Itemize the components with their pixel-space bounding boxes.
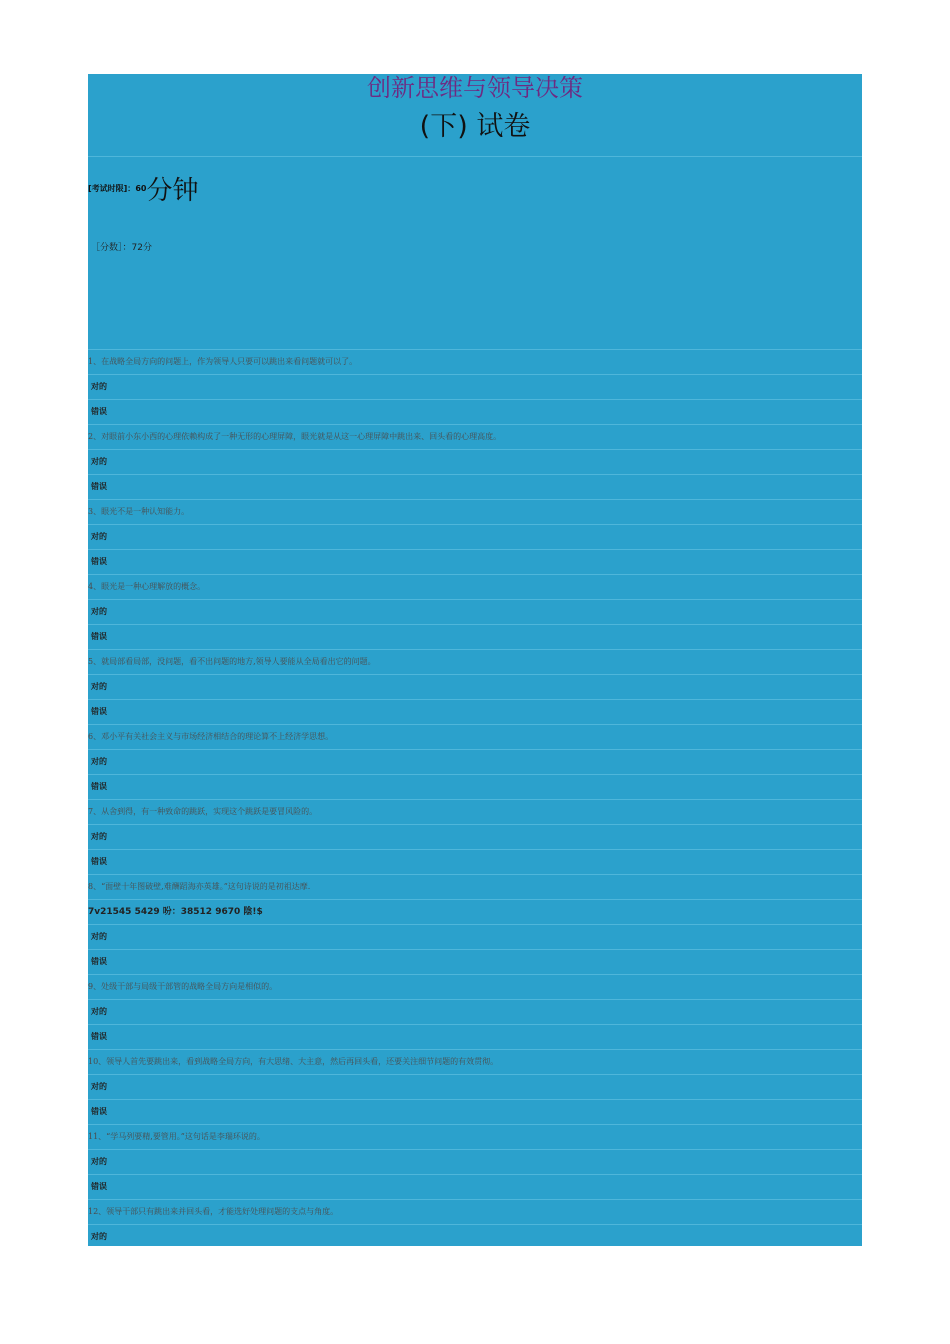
option-false[interactable]: 错误 [88,624,862,649]
question-text: 10、领导人首先要跳出来，看到战略全局方向，有大思绪、大主意，然后再回头看，还要关注细节问题的有效贯彻。 [88,1049,862,1074]
option-true[interactable]: 对的 [88,924,862,949]
exam-score: ［分数］：72分 [91,243,152,253]
option-true[interactable]: 对的 [88,449,862,474]
option-false[interactable]: 错误 [88,699,862,724]
exam-subtitle: (下) 试卷 [419,111,531,142]
option-false[interactable]: 错误 [88,474,862,499]
question-text: 4、眼光是一种心理解放的概念。 [88,574,862,599]
question-text: 7、从舍到得，有一种致命的跳跃，实现这个跳跃是要冒风险的。 [88,799,862,824]
question-text: 1、在战略全局方向的问题上，作为领导人只要可以跳出来看问题就可以了。 [88,349,862,374]
option-true[interactable]: 对的 [88,999,862,1024]
option-false[interactable]: 错误 [88,549,862,574]
option-false[interactable]: 错误 [88,399,862,424]
option-false[interactable]: 错误 [88,1174,862,1199]
option-true[interactable]: 对的 [88,374,862,399]
option-true[interactable]: 对的 [88,1224,862,1246]
option-false[interactable]: 错误 [88,774,862,799]
question-text: 5、就局部看局部，没问题，看不出问题的地方,领导人要能从全局看出它的问题。 [88,649,862,674]
option-true[interactable]: 对的 [88,599,862,624]
option-true[interactable]: 对的 [88,1074,862,1099]
option-true[interactable]: 对的 [88,524,862,549]
time-value: 60 [135,184,147,193]
option-false[interactable]: 错误 [88,849,862,874]
exam-sheet [88,74,862,1246]
time-label: [考试时限]： [88,184,136,193]
question-text: 12、领导干部只有跳出来并回头看，才能选好处理问题的支点与角度。 [88,1199,862,1224]
question-extra-text: 7v21545 5429 吩：38512 9670 陰!$ [88,899,862,924]
option-false[interactable]: 错误 [88,1024,862,1049]
exam-title: 创新思维与领导决策 [367,74,583,102]
option-false[interactable]: 错误 [88,1099,862,1124]
option-true[interactable]: 对的 [88,1149,862,1174]
option-true[interactable]: 对的 [88,749,862,774]
divider [88,156,862,157]
option-false[interactable]: 错误 [88,949,862,974]
exam-time-limit [88,170,198,206]
question-text: 3、眼光不是一种认知能力。 [88,499,862,524]
option-true[interactable]: 对的 [88,674,862,699]
question-text: 9、处级干部与局级干部管的战略全局方向是相似的。 [88,974,862,999]
question-text: 8、“面壁十年图破壁,难酬蹈海亦英雄。”这句诗说的是初祖达摩. [88,874,862,899]
time-unit: 分钟 [146,176,199,206]
question-text: 11、“学马列要精,要管用。”这句话是李瑞环说的。 [88,1124,862,1149]
question-text: 6、邓小平有关社会主义与市场经济相结合的理论算不上经济学思想。 [88,724,862,749]
question-text: 2、对眼前小东小西的心理依赖构成了一种无形的心理屏障，眼光就是从这一心理屏障中跳出来、回头看的心理高度。 [88,424,862,449]
option-true[interactable]: 对的 [88,824,862,849]
